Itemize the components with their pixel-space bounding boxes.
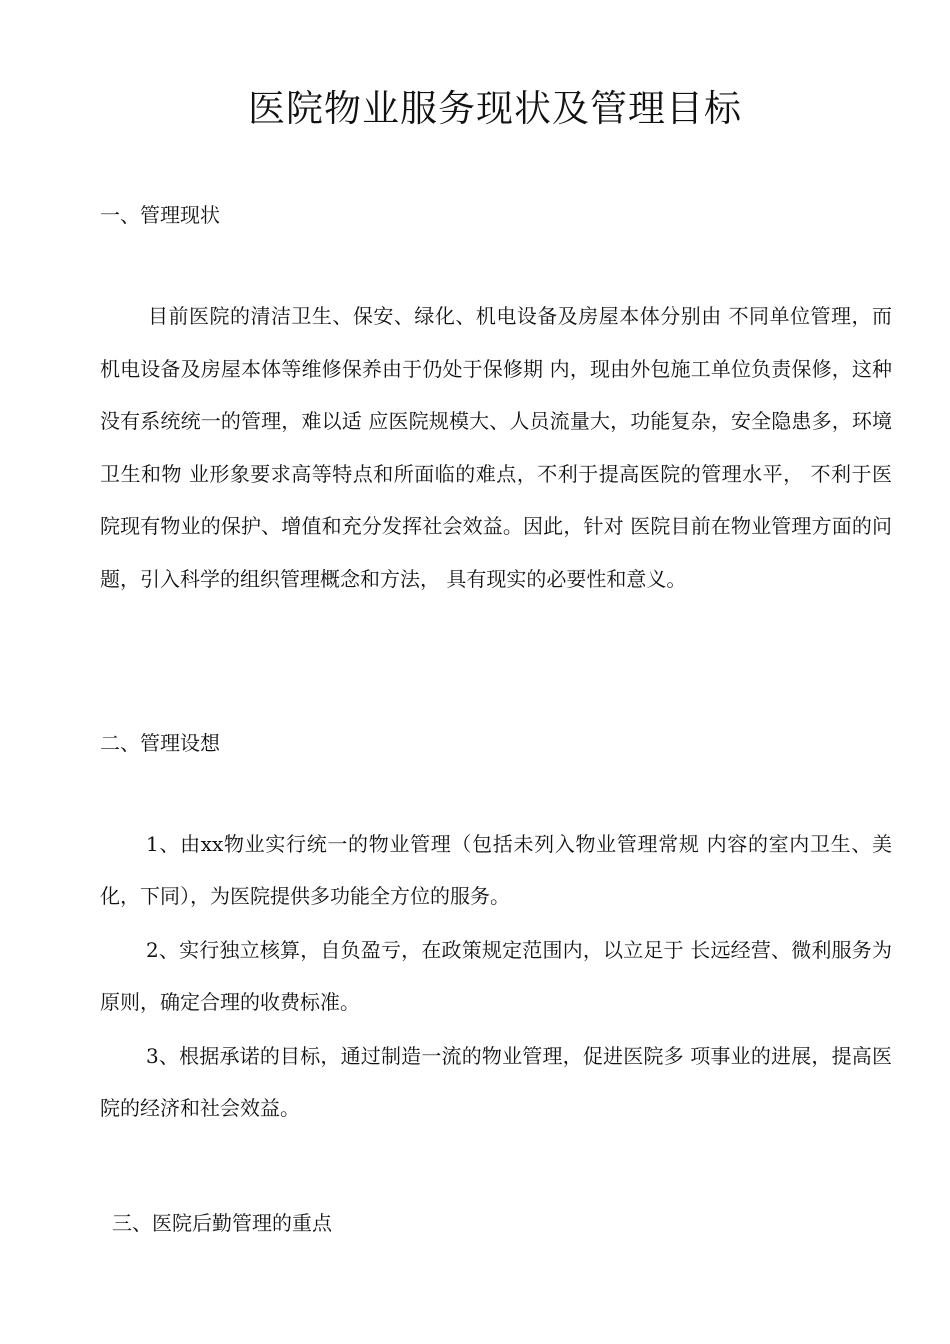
paragraph-management-status: 目前医院的清洁卫生、保安、绿化、机电设备及房屋本体分别由 不同单位管理，而机电设备及房屋本体等维修保养由于仍处于保修期 内，现由外包施工单位负责保修，这种没有系统统一的管理，难以适 应医院规模大、人员流量大，功能复杂，安全隐患多，环境卫生和物 业形象要求高等特点和所面临的难点，不利于提高医院的管理水平， 不利于医院现有物业的保护、增值和充分发挥社会效益。因此，针对 医院目前在物业管理方面的问题，引入科学的组织管理概念和方法， 具有现实的必要性和意义。 [100,304,892,591]
section-heading-logistics-focus: 三、医院后勤管理的重点 [112,1211,332,1235]
list-item-plan-3: 3、根据承诺的目标，通过制造一流的物业管理，促进医院多 项事业的进展，提高医院的经济和社会效益。 [100,1044,892,1120]
document-title: 医院物业服务现状及管理目标 [248,87,742,130]
section-heading-management-status: 一、管理现状 [100,203,220,227]
list-item-plan-1: 1、由xx物业实行统一的物业管理（包括未列入物业管理常规 内容的室内卫生、美化，下同），为医院提供多功能全方位的服务。 [100,832,892,908]
list-item-plan-2: 2、实行独立核算，自负盈亏，在政策规定范围内，以立足于 长远经营、微利服务为原则，确定合理的收费标准。 [100,938,892,1014]
section-heading-management-plan: 二、管理设想 [100,731,220,755]
